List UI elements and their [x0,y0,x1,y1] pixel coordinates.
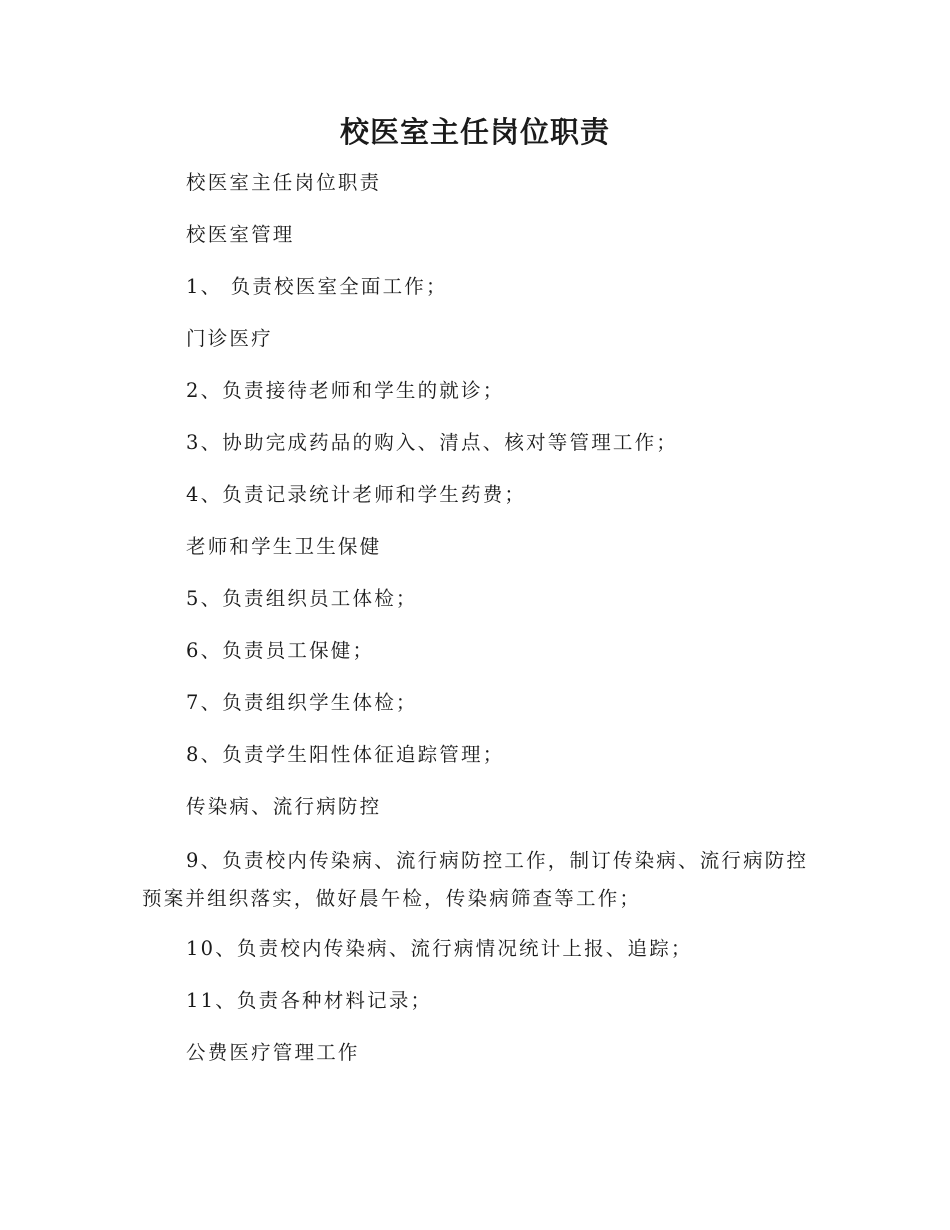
document-body [142,166,822,1088]
duty-item-8: 8、负责学生阳性体征追踪管理； [186,743,505,766]
duty-item-1: 1、 负责校医室全面工作； [186,275,448,298]
duty-item-5: 5、负责组织员工体检； [186,587,418,610]
section-heading-clinic-management: 校医室管理 [186,223,295,246]
section-heading-health-care: 老师和学生卫生保健 [186,535,382,558]
section-heading-public-medical: 公费医疗管理工作 [186,1041,360,1064]
document-title: 校医室主任岗位职责 [339,115,610,149]
duty-item-3: 3、协助完成药品的购入、清点、核对等管理工作； [186,431,679,454]
duty-item-4: 4、负责记录统计老师和学生药费； [186,483,527,506]
duty-item-7: 7、负责组织学生体检； [186,691,418,714]
duty-item-6: 6、负责员工保健； [186,639,375,662]
duty-item-11: 11、负责各种材料记录； [186,989,433,1012]
duty-item-2: 2、负责接待老师和学生的就诊； [186,379,505,402]
duty-item-9: 9、负责校内传染病、流行病防控工作，制订传染病、流行病防控预案并组织落实，做好晨午检，传染病筛查等工作； [142,849,809,910]
section-heading-outpatient: 门诊医疗 [186,327,273,350]
paragraph-heading-repeat: 校医室主任岗位职责 [186,171,382,194]
duty-item-10: 10、负责校内传染病、流行病情况统计上报、追踪； [186,937,693,960]
section-heading-disease-control: 传染病、流行病防控 [186,795,382,818]
